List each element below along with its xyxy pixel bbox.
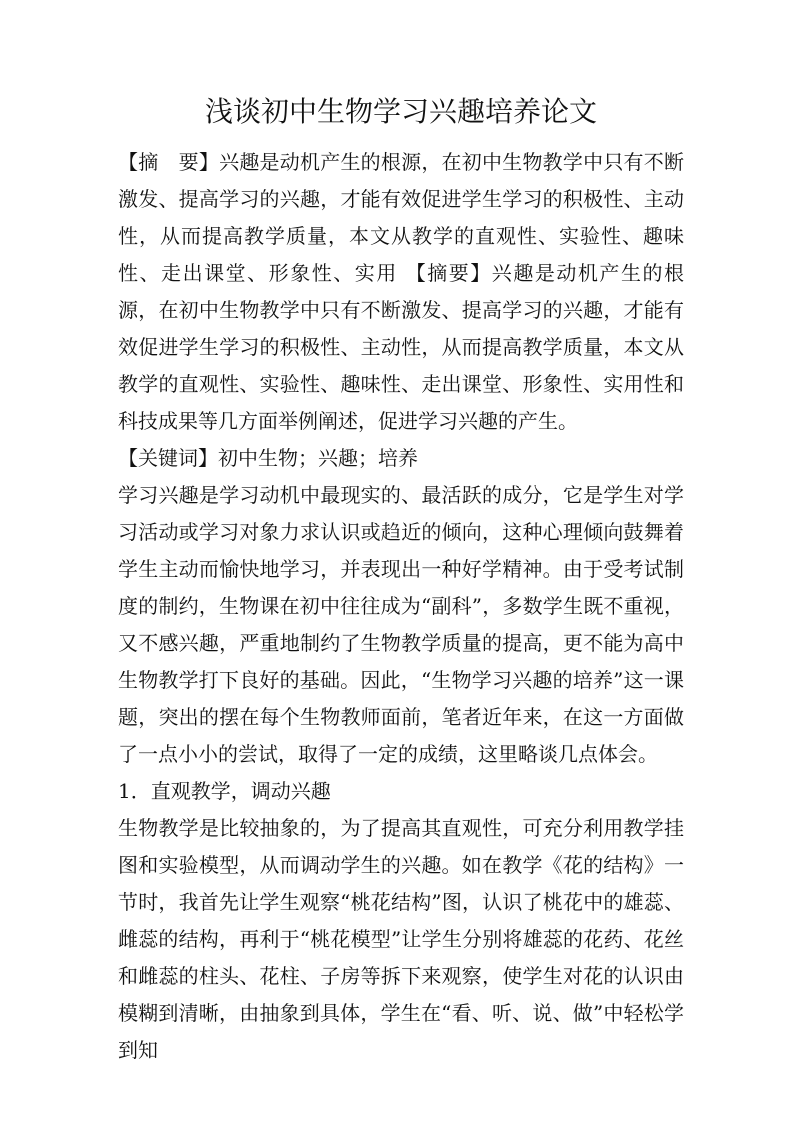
section-1-paragraph: 生物教学是比较抽象的，为了提高其直观性，可充分利用教学挂图和实验模型，从而调动学生的兴趣。如在教学《花的结构》一节时，我首先让学生观察“桃花结构”图，认识了桃花中的雄蕊、雌蕊的结构，再利于“桃花模型”让学生分别将雄蕊的花药、花丝和雌蕊的柱头、花柱、子房等拆下来观察，使学生对花的认识由模糊到清晰，由抽象到具体，学生在“看、听、说、做”中轻松学到知 [118, 816, 684, 1062]
document-page [118, 92, 684, 1069]
intro-paragraph: 学习兴趣是学习动机中最现实的、最活跃的成分，它是学生对学习活动或学习对象力求认识或趋近的倾向，这种心理倾向鼓舞着学生主动而愉快地学习，并表现出一种好学精神。由于受考试制度的制约，生物课在初中往往成为“副科”，多数学生既不重视，又不感兴趣，严重地制约了生物教学质量的提高，更不能为高中生物教学打下良好的基础。因此，“生物学习兴趣的培养”这一课题，突出的摆在每个生物教师面前，笔者近年来，在这一方面做了一点小小的尝试，取得了一定的成绩，这里略谈几点体会。 [118, 483, 684, 766]
abstract-paragraph: 【摘 要】兴趣是动机产生的根源，在初中生物教学中只有不断激发、提高学习的兴趣，才能有效促进学生学习的积极性、主动性，从而提高教学质量，本文从教学的直观性、实验性、趣味性、走出课堂、形象性、实用 【摘要】兴趣是动机产生的根源，在初中生物教学中只有不断激发、提高学习的兴趣，才能有效促进学生学习的积极性、主动性，从而提高教学质量，本文从教学的直观性、实验性、趣味性、走出课堂、形象性、实用性和科技成果等几方面举例阐述，促进学习兴趣的产生。 [118, 150, 684, 433]
keywords-paragraph: 【关键词】初中生物；兴趣；培养 [118, 446, 418, 470]
document-title: 浅谈初中生物学习兴趣培养论文 [204, 95, 597, 128]
section-1-heading: 1．直观教学，调动兴趣 [118, 779, 331, 803]
